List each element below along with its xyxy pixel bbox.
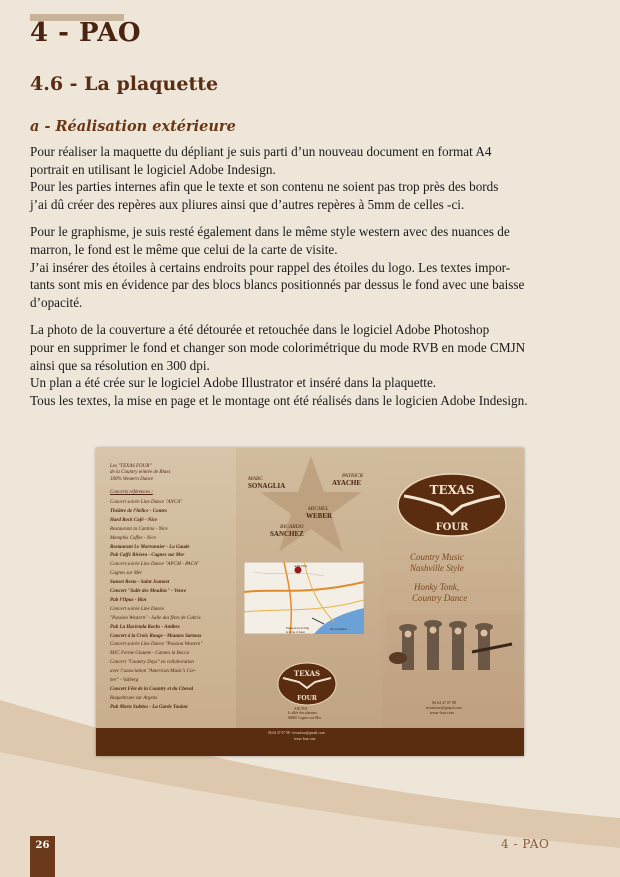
subsection-title: a - Réalisation extérieure	[30, 118, 236, 135]
brochure-mockup	[96, 448, 524, 756]
text-line: tants sont mis en évidence par des blocs blancs positionnés par dessus le fond avec une baisse	[30, 277, 525, 293]
brochure-ref-line: avec l’association "American Music’s Cor-	[110, 669, 197, 675]
paragraph-3	[30, 321, 590, 409]
band-contact: 06 64 47 07 98 - texasfour@gmail.com	[268, 731, 325, 735]
brochure-panel-middle	[236, 448, 382, 728]
paragraph-2	[30, 223, 590, 311]
brochure-intro-line: 100% Western Dance	[110, 476, 154, 482]
map-label: Nice/Antibes	[330, 627, 347, 631]
cover-tagline: Country Dance	[412, 593, 468, 603]
map-label: la Côte d’Azur	[286, 630, 305, 634]
map-label: Peugeot/recycling	[286, 626, 310, 630]
brochure-address: 06800 Cagnes-sur-Mer	[288, 715, 322, 720]
brochure-ref-line: Pub Morts Subites - La Garde Toulon	[110, 704, 188, 710]
brochure-ref-line: Cagnes sur Mer	[110, 571, 143, 577]
cover-contact: texas-four.com	[430, 710, 454, 715]
member-last-name: SANCHEZ	[270, 530, 304, 538]
brochure-ref-line: Concert soirée Line Dance "Passion Western"	[110, 642, 203, 648]
brochure-ref-line: Restaurant la Cantina - Nice	[110, 526, 168, 532]
text-line: Pour réaliser la maquette du dépliant je suis parti d’un nouveau document en format A4	[30, 144, 492, 159]
brochure-ref-line: Concert à la Croix Rouge - Mouans Sartoux	[110, 633, 202, 639]
text-line: d’opacité.	[30, 294, 83, 310]
logo-text-bottom: FOUR	[435, 522, 469, 533]
logo-text-top: TEXAS	[429, 483, 475, 497]
logo-text-top: TEXAS	[293, 669, 321, 678]
member-first-name: MARC	[248, 476, 263, 482]
brochure-refs-title: Concerts références :	[110, 490, 153, 495]
text-line: portrait en utilisant le logiciel Adobe Indesign.	[30, 161, 276, 177]
member-first-name: MICHEL	[308, 506, 329, 512]
brochure-intro-line: Les "TEXAS FOUR"	[110, 464, 152, 469]
brochure-panel-left	[96, 448, 236, 728]
band-contact: texas-four.com	[294, 737, 316, 741]
brochure-ref-line: Memphis Coffee - Nice	[110, 535, 156, 541]
page-number: 26	[35, 840, 50, 851]
brochure-ref-line: Pub Caffé Riviera - Cagnes sur Mer	[110, 553, 185, 559]
text-line: Tous les textes, la mise en page et le montage ont été réalisés dans le logicien Adobe Indesign.	[30, 392, 528, 408]
brochure-ref-line: Concert soirée Line Dance	[110, 606, 165, 612]
brochure-ref-line: MJC Ferme Giaume - Cannes la Bocca	[110, 651, 190, 657]
text-line: pour en supprimer le fond et changer son mode colorimétrique du mode RVB en mode CMJN	[30, 339, 526, 355]
text-line: Pour le graphisme, je suis resté également dans le même style western avec des nuances de	[30, 224, 510, 240]
footer-title: 4 - PAO	[501, 837, 550, 851]
texas-four-logo	[396, 472, 508, 538]
member-first-name: RICARDO	[280, 524, 304, 530]
member-last-name: WEBER	[306, 512, 333, 520]
page-number-box	[30, 836, 55, 877]
text-line: marron, le fond est le même que celui de la carte de visite.	[30, 241, 338, 257]
text-line: Un plan a été crée sur le logiciel Adobe Illustrator et inséré dans la plaquette.	[30, 375, 437, 391]
cover-tagline: Country Music	[410, 552, 464, 562]
brochure-ref-line: Restaurant Le Marronnier - La Gaude	[110, 544, 190, 550]
cover-contact: texasfour@gmail.com	[426, 705, 462, 710]
cover-tagline: Nashville Style	[410, 563, 464, 573]
section-title: 4.6 - La plaquette	[30, 73, 219, 95]
brochure-footer-band	[96, 728, 524, 756]
brochure-ref-line: Sunset Resto - Saint Jeannet	[110, 580, 170, 586]
brochure-address: ANCIVA	[294, 707, 308, 711]
text-line: j’ai dû créer des repères aux pliures ainsi que d’autres repères à 5mm de celles -ci.	[30, 196, 465, 212]
text-line: La photo de la couverture a été détourée et retouchée dans le logiciel Adobe Photoshop	[30, 322, 490, 338]
brochure-ref-line: Concert "Country Days" en collaboration	[110, 660, 194, 666]
brochure-ref-line: Hard Rock Café - Nice	[110, 517, 158, 523]
map-label: ANCIVA	[294, 564, 308, 568]
chapter-title: 4 - PAO	[30, 18, 141, 48]
texas-four-logo	[277, 662, 337, 706]
brochure-ref-line: Pub La Hacienda Rocks - Antibes	[110, 624, 180, 630]
brochure-ref-line: Concert "Salle des Moulins" - Vence	[110, 589, 187, 594]
cover-tagline: Honky Tonk,	[414, 582, 460, 592]
cover-contact: 06 64 47 07 98	[432, 700, 456, 705]
body-text	[30, 143, 590, 419]
band-photo	[386, 614, 522, 678]
brochure-ref-line: Concert soirée Line Dance "ANCA"	[110, 500, 183, 505]
brochure-intro-line: de la Country teintée de Blues	[110, 470, 171, 476]
member-last-name: AYACHE	[332, 479, 362, 487]
location-map	[244, 562, 364, 634]
brochure-ref-line: Concert Fête de la Country et du Cheval	[110, 686, 194, 692]
member-first-name: PATRICK	[342, 473, 364, 479]
brochure-ref-line: Pub l’Opus - Biot	[110, 597, 147, 603]
brochure-ref-line: Roquebrune sur Argens	[110, 695, 158, 701]
text-line: ainsi que sa résolution en 300 dpi.	[30, 357, 210, 373]
logo-text-bottom: FOUR	[297, 695, 317, 702]
paragraph-1	[30, 143, 590, 213]
brochure-ref-line: Théâtre de l’hélice - Contes	[110, 508, 167, 514]
text-line: Pour les parties internes afin que le texte et son contenu ne soient pas trop près des bords	[30, 179, 499, 195]
brochure-ref-line: Concert soirée Line Dance "APCM - PACA"	[110, 562, 200, 568]
member-last-name: SONAGLIA	[248, 482, 286, 490]
brochure-ref-line: "Passion Western" - Salle des fêtes de Cabris	[110, 615, 201, 621]
brochure-panel-cover	[382, 448, 524, 728]
brochure-ref-line: ner" - Valberg	[110, 678, 139, 683]
text-line: J’ai insérer des étoiles à certains endroits pour rappel des étoiles du logo. Les textes impor-	[30, 259, 511, 275]
brochure-address: 6, allée des platanes,	[288, 711, 318, 716]
